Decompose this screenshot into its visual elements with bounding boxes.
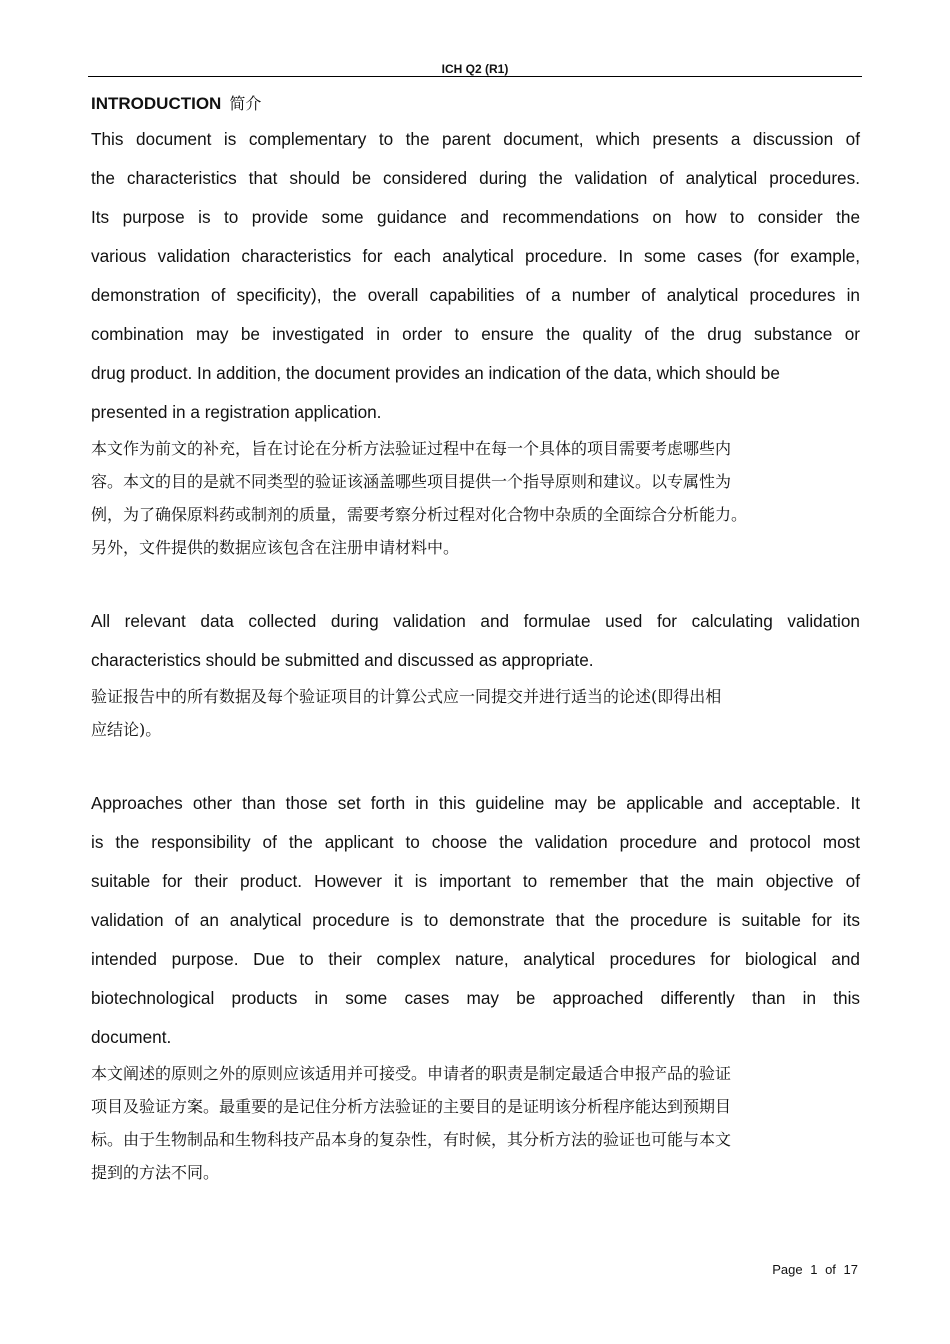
paragraph-gap — [91, 746, 860, 784]
text-line: 容。本文的目的是就不同类型的验证该涵盖哪些项目提供一个指导原则和建议。以专属性为 — [91, 472, 732, 491]
text-line: is the responsibility of the applicant to choose the validation procedure and protocol most — [91, 832, 860, 852]
text-line: This document is complementary to the parent document, which presents a discussion of — [91, 129, 860, 149]
text-line: demonstration of specificity), the overall capabilities of a number of analytical procedures in — [91, 285, 860, 305]
page-footer — [770, 1262, 860, 1278]
text-line: Its purpose is to provide some guidance and recommendations on how to consider the — [91, 207, 860, 227]
paragraph-3-en — [91, 784, 860, 1057]
text-line: the characteristics that should be considered during the validation of analytical procedures. — [91, 168, 860, 188]
text-line: Approaches other than those set forth in this guideline may be applicable and acceptable. It — [91, 793, 860, 813]
text-line: 例，为了确保原料药或制剂的质量，需要考察分析过程对化合物中杂质的全面综合分析能力。 — [91, 505, 748, 524]
text-line: 项目及验证方案。最重要的是记住分析方法验证的主要目的是证明该分析程序能达到预期目 — [91, 1097, 732, 1116]
running-header — [88, 62, 862, 77]
text-line: document. — [91, 1027, 172, 1047]
text-line: presented in a registration application. — [91, 402, 382, 422]
text-line: 本文阐述的原则之外的原则应该适用并可接受。申请者的职责是制定最适合申报产品的验证 — [91, 1064, 732, 1083]
of-label: of — [825, 1262, 836, 1277]
page-content — [91, 88, 860, 1189]
total-pages: 17 — [843, 1262, 858, 1277]
document-title: ICH Q2 (R1) — [441, 62, 509, 76]
page-number: 1 — [810, 1262, 818, 1277]
text-line: All relevant data collected during validation and formulae used for calculating validation — [91, 611, 860, 631]
paragraph-2-zh — [91, 680, 860, 746]
text-line: suitable for their product. However it is important to remember that the main objective of — [91, 871, 860, 891]
text-line: 另外，文件提供的数据应该包含在注册申请材料中。 — [91, 538, 460, 557]
text-line: validation of an analytical procedure is to demonstrate that the procedure is suitable for its — [91, 910, 860, 930]
text-line: 验证报告中的所有数据及每个验证项目的计算公式应一同提交并进行适当的论述(即得出相 — [91, 687, 722, 706]
text-line: drug product. In addition, the document provides an indication of the data, which should be — [91, 363, 780, 383]
text-line: characteristics should be submitted and discussed as appropriate. — [91, 650, 594, 670]
text-line: various validation characteristics for each analytical procedure. In some cases (for example, — [91, 246, 860, 266]
paragraph-gap — [91, 564, 860, 602]
text-line: biotechnological products in some cases may be approached differently than in this — [91, 988, 860, 1008]
paragraph-2-en — [91, 602, 860, 680]
text-line: combination may be investigated in order to ensure the quality of the drug substance or — [91, 324, 860, 344]
section-heading-en: INTRODUCTION — [91, 94, 222, 113]
text-line: intended purpose. Due to their complex nature, analytical procedures for biological and — [91, 949, 860, 969]
paragraph-3-zh — [91, 1057, 860, 1189]
section-heading-zh: 简介 — [229, 94, 262, 113]
text-line: 本文作为前文的补充，旨在讨论在分析方法验证过程中在每一个具体的项目需要考虑哪些内 — [91, 439, 732, 458]
text-line: 应结论)。 — [91, 720, 162, 739]
text-line: 标。由于生物制品和生物科技产品本身的复杂性，有时候，其分析方法的验证也可能与本文 — [91, 1130, 732, 1149]
page-label: Page — [772, 1262, 803, 1277]
paragraph-1-en — [91, 120, 860, 432]
section-heading — [91, 88, 860, 120]
text-line: 提到的方法不同。 — [91, 1163, 220, 1182]
paragraph-1-zh — [91, 432, 860, 564]
